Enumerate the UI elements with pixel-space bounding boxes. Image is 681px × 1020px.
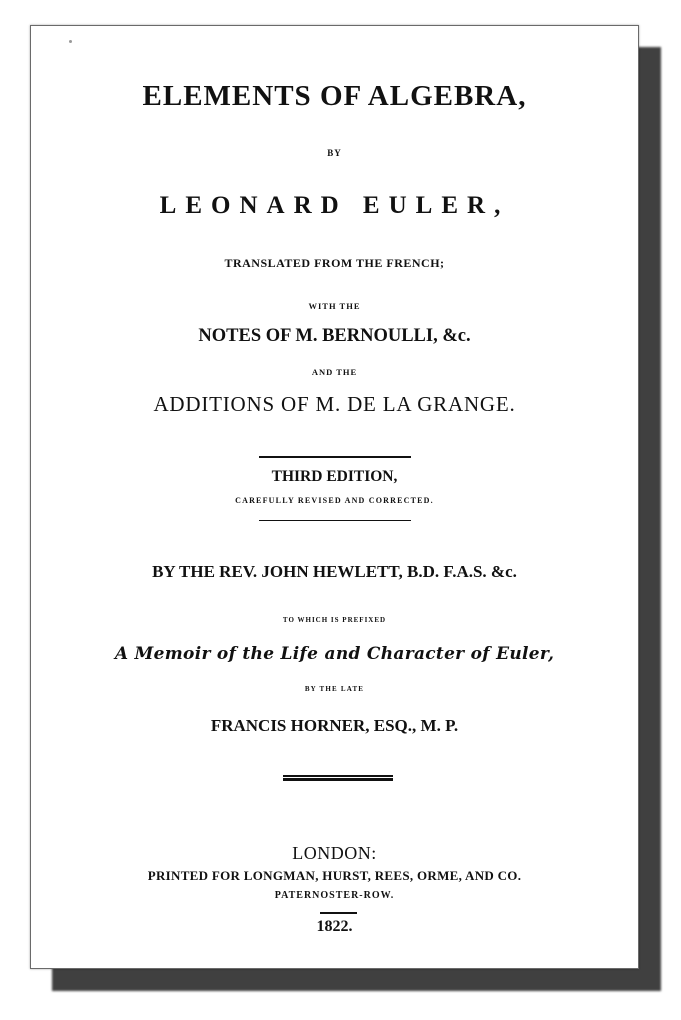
prefixed-label: TO WHICH IS PREFIXED [282, 616, 387, 624]
memoir-author: FRANCIS HORNER, ESQ., M. P. [210, 716, 459, 735]
imprint-place: LONDON: [292, 843, 377, 863]
revised-line: CAREFULLY REVISED AND CORRECTED. [235, 496, 434, 505]
edition-line: THIRD EDITION, [271, 468, 398, 485]
imprint-printer: PRINTED FOR LONGMAN, HURST, REES, ORME, AND CO. [147, 868, 522, 883]
translated-note: TRANSLATED FROM THE FRENCH; [224, 256, 445, 270]
imprint-address: PATERNOSTER-ROW. [274, 890, 395, 901]
by-the-late-label: BY THE LATE [304, 685, 365, 693]
divider-rule [320, 912, 357, 914]
imprint-year: 1822. [316, 918, 353, 935]
additions-line: ADDITIONS OF M. DE LA GRANGE. [153, 392, 516, 416]
memoir-line: A Memoir of the Life and Character of Euler, [114, 644, 555, 664]
double-rule-ornament [283, 775, 393, 781]
book-title: ELEMENTS OF ALGEBRA, [142, 80, 527, 112]
divider-rule [259, 520, 411, 521]
title-page [30, 25, 639, 969]
divider-rule [259, 456, 411, 458]
editor-line: BY THE REV. JOHN HEWLETT, B.D. F.A.S. &c. [152, 562, 517, 581]
author-name: LEONARD EULER, [159, 192, 510, 219]
paper-speck [69, 40, 72, 43]
by-label: BY [327, 148, 342, 158]
notes-line: NOTES OF M. BERNOULLI, &c. [198, 326, 471, 346]
and-the-label: AND THE [311, 367, 358, 377]
with-the-label: WITH THE [308, 301, 361, 311]
